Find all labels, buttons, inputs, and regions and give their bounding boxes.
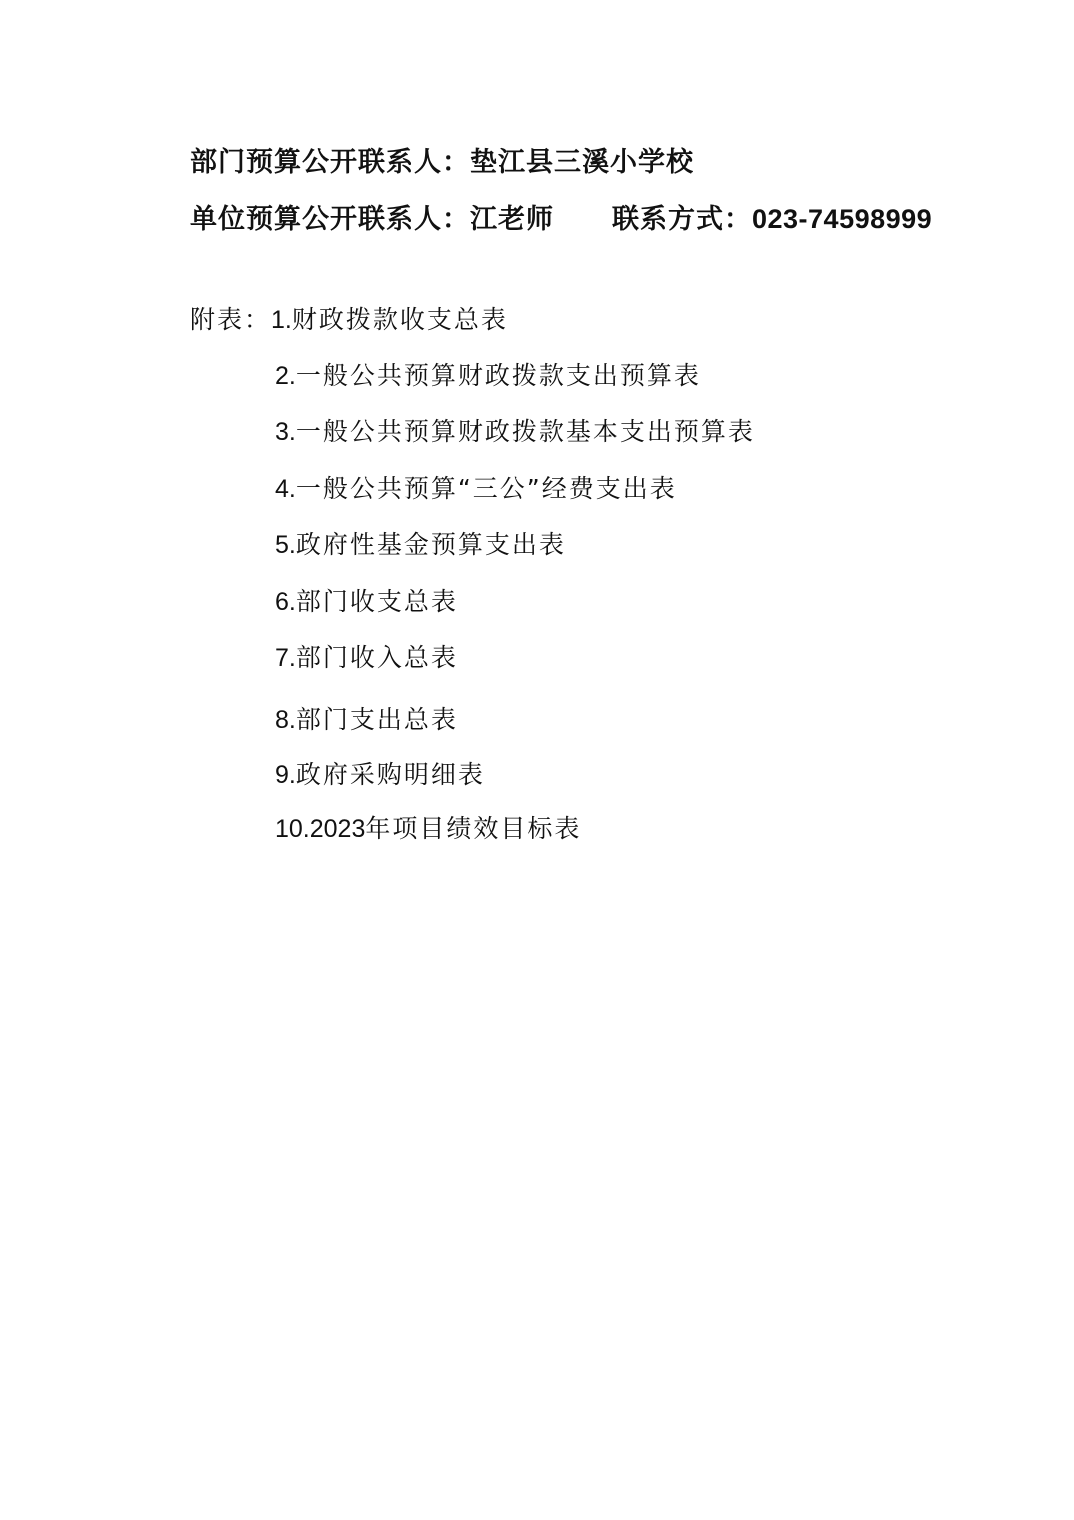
attachment-item-title: 政府采购明细表 (295, 760, 485, 789)
department-contact-value: 垫江县三溪小学校 (470, 147, 694, 178)
attachment-item (275, 703, 458, 737)
attachment-item-number: 4. (275, 475, 296, 503)
attachment-item (275, 585, 458, 619)
department-contact-line (190, 146, 694, 180)
attachment-item-title: 政府性基金预算支出表 (295, 530, 566, 559)
attachment-item-number: 2. (275, 362, 296, 390)
phone-number: 023-74598999 (752, 204, 933, 234)
attachment-item-number: 8. (275, 706, 296, 734)
attachment-item-title: 部门收支总表 (295, 587, 458, 616)
department-contact-label: 部门预算公开联系人： (190, 147, 470, 178)
attachment-item (275, 415, 755, 449)
attachment-item-title: 部门支出总表 (295, 705, 458, 734)
attachment-item-number: 7. (275, 644, 296, 672)
attachment-item-number: 1. (271, 306, 292, 334)
attachment-item (275, 812, 581, 846)
attachment-item (275, 641, 458, 675)
attachment-item-number: 3. (275, 418, 296, 446)
attachment-first-line (190, 303, 508, 337)
attachment-item-title: 一般公共预算财政拨款基本支出预算表 (295, 417, 755, 446)
attachment-item-title: 财政拨款收支总表 (291, 305, 508, 334)
contact-method-label: 联系方式： (612, 204, 752, 235)
attachment-item (275, 359, 701, 393)
attachment-item-title: 一般公共预算财政拨款支出预算表 (295, 361, 701, 390)
unit-contact-value: 江老师 (470, 204, 554, 235)
unit-contact-label: 单位预算公开联系人： (190, 204, 470, 235)
attachment-item (275, 472, 677, 506)
attachment-item-title: 年项目绩效目标表 (365, 814, 582, 843)
attachment-label: 附表： (190, 305, 272, 334)
attachment-item (275, 758, 485, 792)
attachment-item-title: 部门收入总表 (295, 643, 458, 672)
unit-contact-line (190, 202, 932, 237)
attachment-item-number: 5. (275, 531, 296, 559)
attachment-item-number: 10.2023 (275, 815, 366, 843)
attachment-item-number: 6. (275, 588, 296, 616)
attachment-item-number: 9. (275, 761, 296, 789)
attachment-item-title: 一般公共预算“三公”经费支出表 (295, 474, 677, 503)
attachment-item (275, 528, 566, 562)
